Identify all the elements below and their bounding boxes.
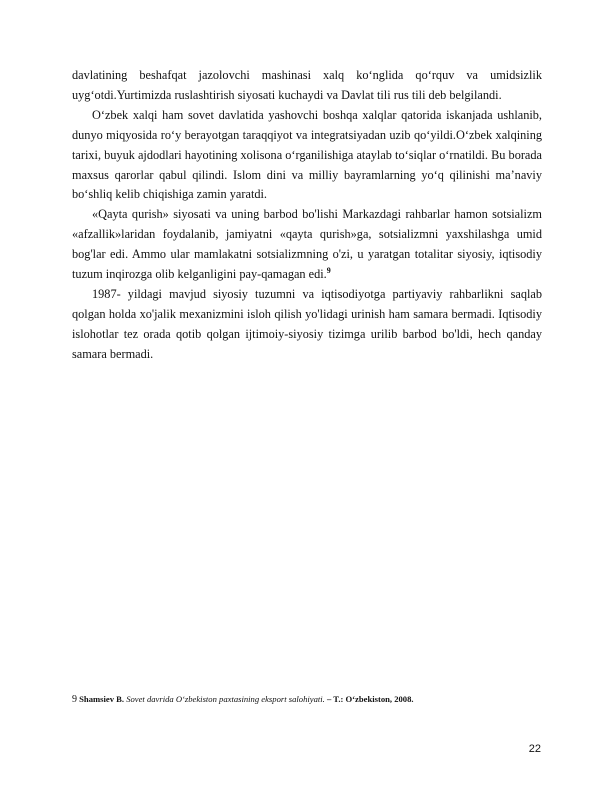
footnote-reference[interactable]: 9 (326, 265, 331, 275)
body-text (72, 66, 542, 365)
footnote-title: Sovet davrida O‘zbekiston paxtasining eksport salohiyati. (126, 694, 325, 704)
footnote-publisher: – T.: O‘zbekiston, 2008. (326, 694, 414, 704)
page-number: 22 (528, 743, 541, 755)
paragraph-3 (72, 205, 542, 285)
paragraph-2: O‘zbek xalqi ham sovet davlatida yashovchi boshqa xalqlar qatorida iskanjada ushlanib, dunyo miqyosida ro‘y berayotgan taraqqiyot va integratsiyadan uzib qo‘yildi.O‘zbek xalqining tarixi, buyuk ajdodlari hayotining xolisona o‘rganilishiga ataylab to‘siqlar o‘rnatildi. Bu borada maxsus qarorlar qabul qilindi. Islom dini va milliy bayramlarning yo‘q qilinishi ma’naviy bo‘shliq kelib chiqishiga zamin yaratdi. (72, 107, 542, 202)
paragraph-4: 1987- yildagi mavjud siyosiy tuzumni va iqtisodiyotga partiyaviy rahbarlikni saqlab qolgan holda xo'jalik mexanizmini isloh qilish yo'lidagi urinish ham samara bermadi. Iqtisodiy islohotlar tez orada qotib qolgan ijtimoiy-siyosiy tizimga urilib barbod bo'ldi, hech qanday samara bermadi. (72, 286, 542, 361)
footnote (72, 694, 542, 705)
footnote-number: 9 (72, 694, 77, 705)
paragraph-1: davlatining beshafqat jazolovchi mashinasi xalq ko‘nglida qo‘rquv va umidsizlik uyg‘otdi.Yurtimizda ruslashtirish siyosati kuchaydi va Davlat tili rus tili deb belgilandi. (72, 68, 542, 102)
paragraph-3-text: «Qayta qurish» siyosati va uning barbod bo'lishi Markazdagi rahbarlar hamon sotsializm «afzallik»laridan foydalanib, jamiyatni «qayta qurish»ga, sotsializmni yaxshilashga umid bog'lar edi. Ammo ular mamlakatni sotsializmning o'zi, u yaratgan totalitar siyosiy, iqtisodiy tuzum inqirozga olib kelganligini pay-qamagan edi. (72, 207, 542, 282)
footnote-author: Shamsiev B. (79, 694, 125, 704)
